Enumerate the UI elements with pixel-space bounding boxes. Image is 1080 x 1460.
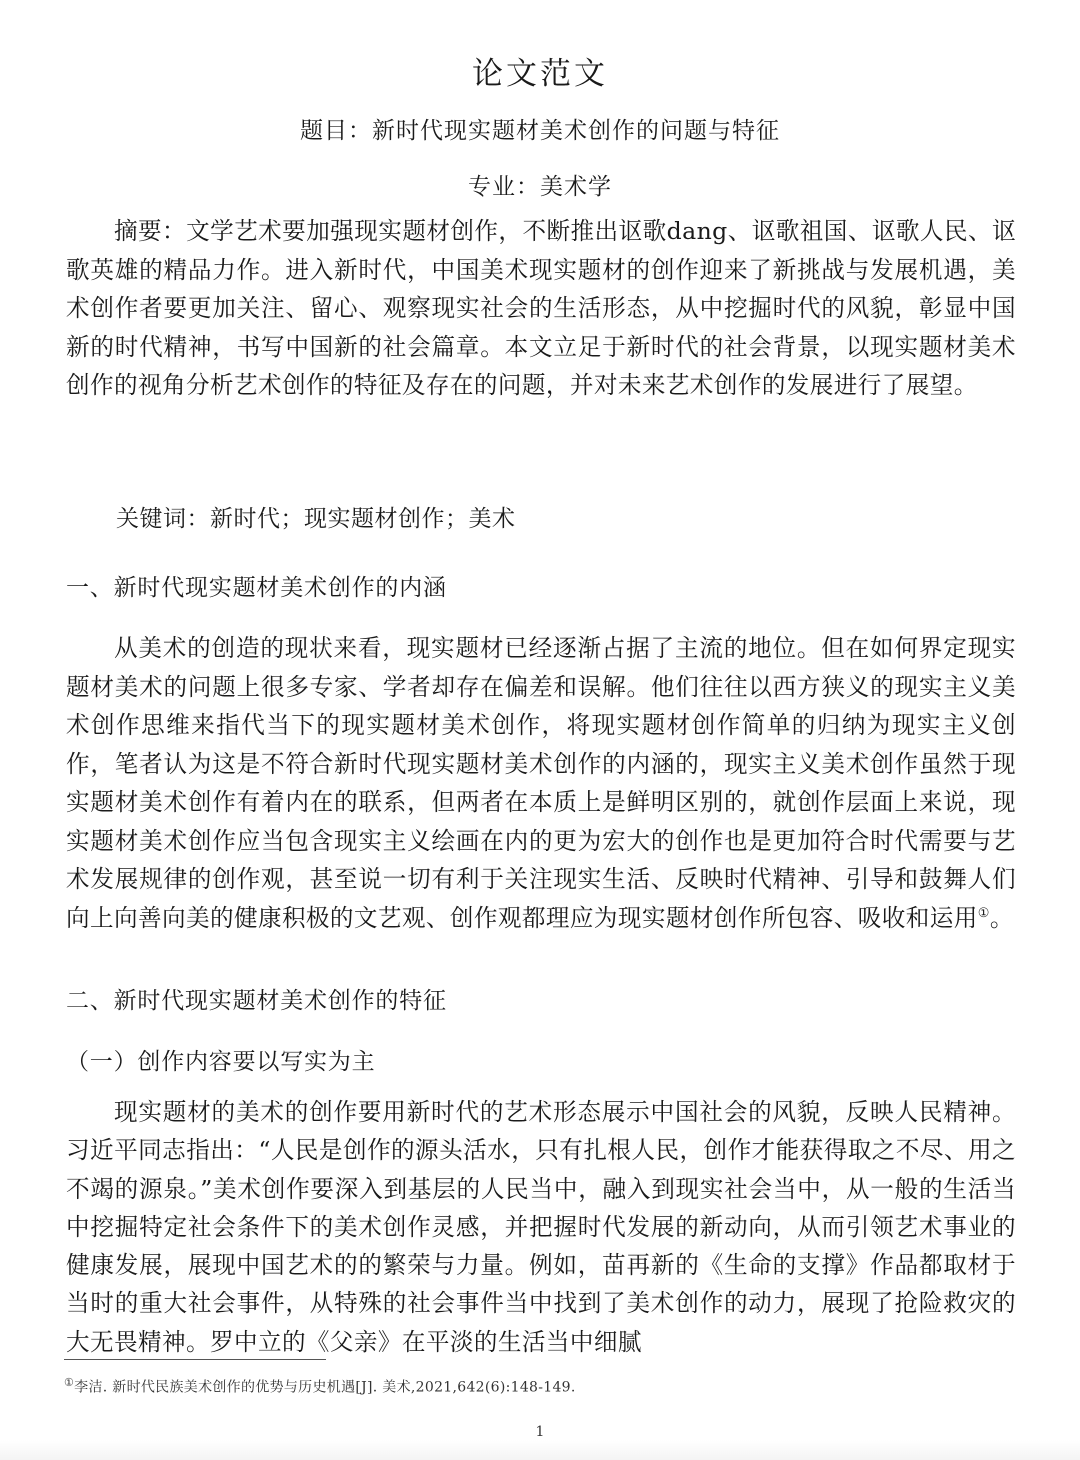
- page-bottom-shadow: [0, 1440, 1080, 1460]
- major-line: 专业：美术学: [468, 174, 612, 200]
- section-1-end: 。: [989, 903, 1014, 932]
- subsection-1-heading: （一）创作内容要以写实为主: [66, 1049, 376, 1075]
- page-number: 1: [535, 1424, 545, 1440]
- section-2-heading: 二、新时代现实题材美术创作的特征: [66, 988, 447, 1014]
- section-1-text: 从美术的创造的现状来看，现实题材已经逐渐占据了主流的地位。但在如何界定现实题材美术的问题上很多专家、学者却存在偏差和误解。他们往往以西方狭义的现实主义美术创作思维来指代当下的现实题材美术创作，将现实题材创作简单的归纳为现实主义创作，笔者认为这是不符合新时代现实题材美术创作的内涵的，现实主义美术创作虽然于现实题材美术创作有着内在的联系，但两者在本质上是鲜明区别的，就创作层面上来说，现实题材美术创作应当包含现实主义绘画在内的更为宏大的创作也是更加符合时代需要与艺术发展规律的创作观，甚至说一切有利于关注现实生活、反映时代精神、引导和鼓舞人们向上向善向美的健康积极的文艺观、创作观都理应为现实题材创作所包容、吸收和运用: [66, 634, 1016, 932]
- keywords-line: 关键词：新时代；现实题材创作；美术: [116, 506, 516, 532]
- document-title: 论文范文: [472, 56, 608, 92]
- footnote: [64, 1376, 576, 1397]
- abstract-paragraph: 摘要：文学艺术要加强现实题材创作，不断推出讴歌dang、讴歌祖国、讴歌人民、讴歌英雄的精品力作。进入新时代，中国美术现实题材的创作迎来了新挑战与发展机遇，美术创作者要更加关注、留心、观察现实社会的生活形态，从中挖掘时代的风貌，彰显中国新的时代精神，书写中国新的社会篇章。本文立足于新时代的社会背景，以现实题材美术创作的视角分析艺术创作的特征及存在的问题，并对未来艺术创作的发展进行了展望。: [66, 217, 1016, 399]
- footnote-text: 李洁. 新时代民族美术创作的优势与历史机遇[J]. 美术,2021,642(6):148-149.: [74, 1379, 576, 1396]
- section-1-paragraph: [66, 629, 1016, 937]
- footnote-divider: [64, 1359, 326, 1360]
- section-1-heading: 一、新时代现实题材美术创作的内涵: [66, 575, 447, 601]
- subsection-1-paragraph: 现实题材的美术的创作要用新时代的艺术形态展示中国社会的风貌，反映人民精神。习近平同志指出：“人民是创作的源头活水，只有扎根人民，创作才能获得取之不尽、用之不竭的源泉。”美术创作要深入到基层的人民当中，融入到现实社会当中，从一般的生活当中挖掘特定社会条件下的美术创作灵感，并把握时代发展的新动向，从而引领艺术事业的健康发展，展现中国艺术的的繁荣与力量。例如，苗再新的《生命的支撑》作品都取材于当时的重大社会事件，从特殊的社会事件当中找到了美术创作的动力，展现了抢险救灾的大无畏精神。罗中立的《父亲》在平淡的生活当中细腻: [66, 1098, 1016, 1356]
- footnote-reference[interactable]: ①: [977, 905, 990, 921]
- footnote-mark: ①: [64, 1376, 75, 1389]
- thesis-subtitle: 题目：新时代现实题材美术创作的问题与特征: [300, 118, 780, 144]
